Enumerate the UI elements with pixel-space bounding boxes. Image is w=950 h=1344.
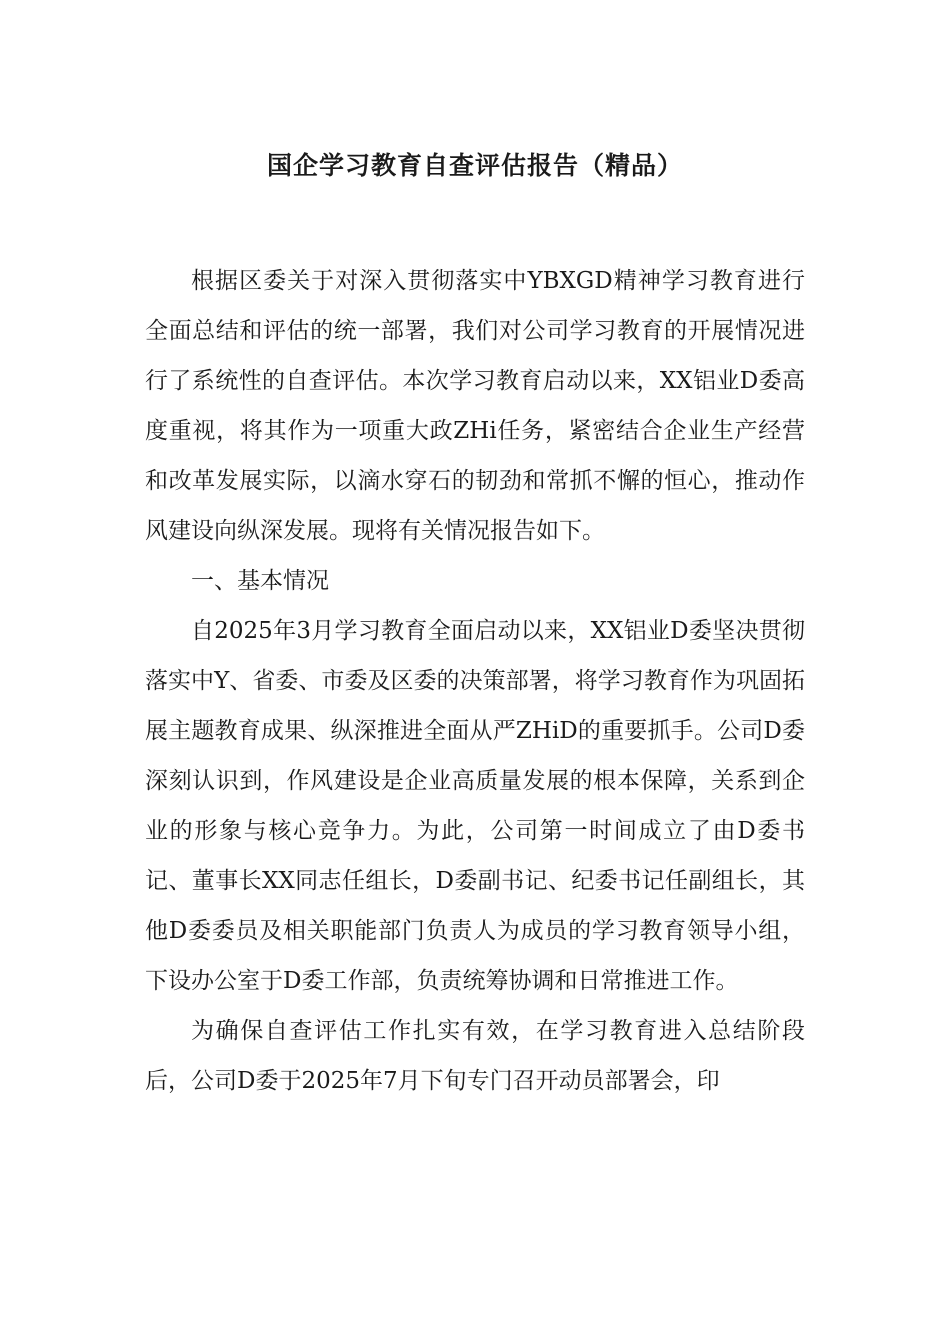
paragraph-intro: 根据区委关于对深入贯彻落实中YBXGD精神学习教育进行全面总结和评估的统一部署，我们对公司学习教育的开展情况进行了系统性的自查评估。本次学习教育启动以来，XX铝业D委高度重视，将其作为一项重大政ZHi任务，紧密结合企业生产经营和改革发展实际，以滴水穿石的韧劲和常抓不懈的恒心，推动作风建设向纵深发展。现将有关情况报告如下。 <box>145 268 805 544</box>
paragraph-self-assessment: 为确保自查评估工作扎实有效，在学习教育进入总结阶段后，公司D委于2025年7月下旬专门召开动员部署会，印 <box>145 1018 805 1094</box>
section-heading-basic-situation: 一、基本情况 <box>191 568 329 594</box>
document-title: 国企学习教育自查评估报告（精品） <box>266 151 683 180</box>
document-body <box>145 256 805 1106</box>
paragraph-basic-situation: 自2025年3月学习教育全面启动以来，XX铝业D委坚决贯彻落实中Y、省委、市委及区委的决策部署，将学习教育作为巩固拓展主题教育成果、纵深推进全面从严ZHiD的重要抓手。公司D委深刻认识到，作风建设是企业高质量发展的根本保障，关系到企业的形象与核心竞争力。为此，公司第一时间成立了由D委书记、董事长XX同志任组长，D委副书记、纪委书记任副组长，其他D委委员及相关职能部门负责人为成员的学习教育领导小组，下设办公室于D委工作部，负责统筹协调和日常推进工作。 <box>145 618 805 994</box>
